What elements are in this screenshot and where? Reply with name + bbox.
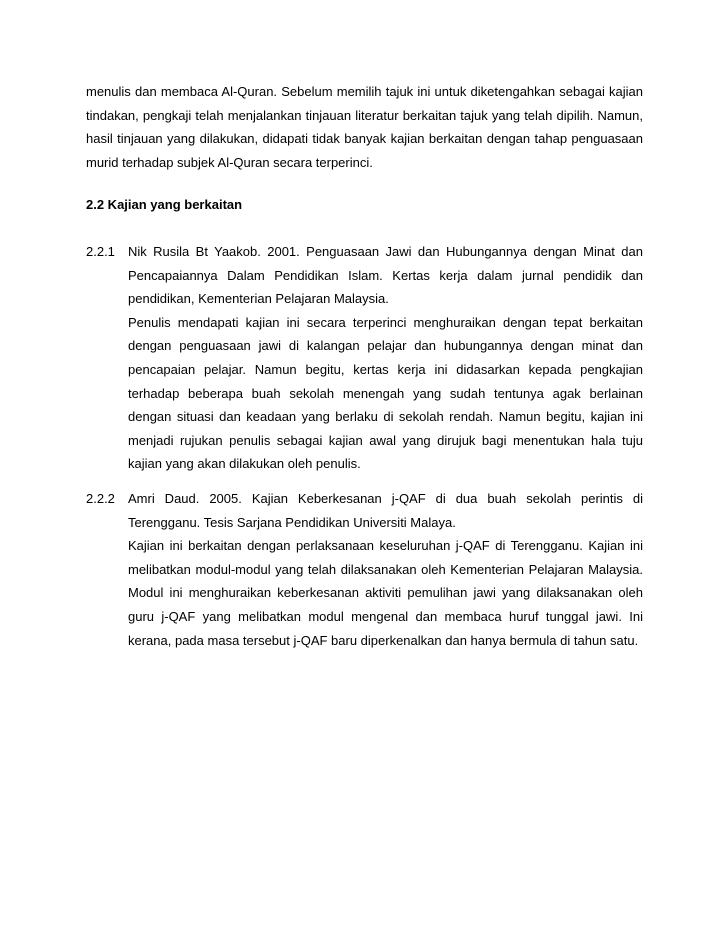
reference-number: 2.2.2 [86, 491, 115, 506]
reference-citation: Nik Rusila Bt Yaakob. 2001. Penguasaan Jawi dan Hubungannya dengan Minat dan Pencapaiannya Dalam Pendidikan Islam. Kertas kerja dalam jurnal pendidik dan pendidikan, Kementerian Pelajaran Malaysia. [128, 244, 643, 307]
reference-citation: Amri Daud. 2005. Kajian Keberkesanan j-QAF di dua buah sekolah perintis di Terengganu. Tesis Sarjana Pendidikan Universiti Malaya. [128, 491, 643, 530]
reference-number: 2.2.1 [86, 244, 115, 259]
section-heading: 2.2 Kajian yang berkaitan [86, 197, 243, 212]
reference-commentary: Penulis mendapati kajian ini secara terperinci menghuraikan dengan tepat berkaitan dengan penguasaan jawi di kalangan pelajar dan hubungannya dengan minat dan pencapaian pelajar. Namun begitu, kertas kerja ini didasarkan kepada pengkajian terhadap beberapa buah sekolah menengah yang sudah tentunya agak berlainan dengan situasi dan keadaan yang berlaku di sekolah rendah. Namun begitu, kajian ini menjadi rujukan penulis sebagai kajian awal yang dirujuk bagi menentukan hala tuju kajian yang akan dilakukan oleh penulis. [128, 314, 643, 472]
reference-commentary: Kajian ini berkaitan dengan perlaksanaan keseluruhan j-QAF di Terengganu. Kajian ini melibatkan modul-modul yang telah dilaksanakan oleh Kementerian Pelajaran Malaysia. Modul ini menghuraikan keberkesanan aktiviti pemulihan jawi yang dilaksanakan oleh guru j-QAF yang melibatkan modul mengenal dan membaca huruf tunggal jawi. Ini kerana, pada masa tersebut j-QAF baru diperkenalkan dan hanya bermula di tahun satu. [128, 538, 643, 648]
reference-entry [128, 487, 643, 652]
reference-entry [128, 240, 643, 476]
intro-paragraph: menulis dan membaca Al-Quran. Sebelum memilih tajuk ini untuk diketengahkan sebagai kajian tindakan, pengkaji telah menjalankan tinjauan literatur berkaitan tajuk yang telah dipilih. Namun, hasil tinjauan yang dilakukan, didapati tidak banyak kajian berkaitan dengan tahap penguasaan murid terhadap subjek Al-Quran secara terperinci. [86, 84, 643, 171]
